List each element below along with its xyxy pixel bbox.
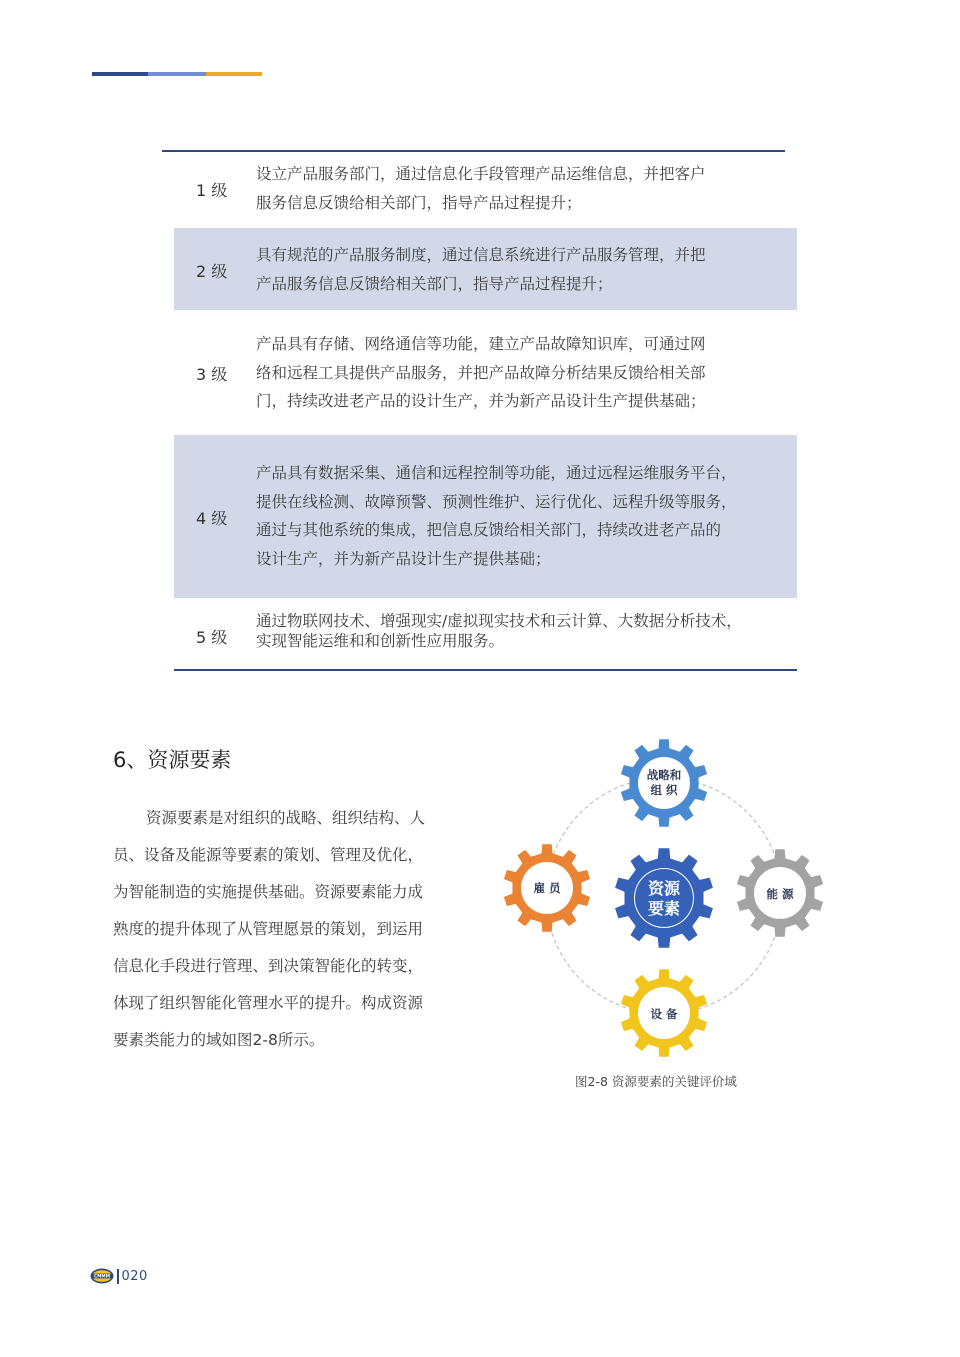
- resource-elements-diagram: [490, 730, 840, 1060]
- gear-label-line1: 战略和: [646, 768, 682, 782]
- gear-hub: [635, 869, 693, 927]
- gear-label-line2: 组 织: [650, 783, 678, 797]
- gear-equipment: [621, 969, 707, 1057]
- gear-label-line1: 资源: [647, 879, 681, 898]
- level-description-line: 产品服务信息反馈给相关部门，指导产品过程提升；: [256, 274, 613, 293]
- level-description-line: 设计生产，并为新产品设计生产提供基础；: [256, 549, 551, 568]
- level-label: 2 级: [196, 262, 228, 281]
- level-row-5: [174, 598, 797, 669]
- gear-center: [615, 848, 713, 947]
- gear-label-line1: 雇 员: [533, 881, 561, 895]
- level-row-4: [174, 435, 797, 598]
- header-accent-bar: [92, 72, 262, 76]
- level-description: [256, 459, 784, 573]
- cmmm-logo-icon: [90, 1268, 114, 1284]
- footer-divider: [117, 1269, 119, 1284]
- paragraph-line: 资源要素是对组织的战略、组织结构、人: [146, 809, 426, 827]
- level-label: 1 级: [196, 181, 228, 200]
- level-label: 5 级: [196, 628, 228, 647]
- level-row-1: [174, 152, 797, 228]
- page-number: 020: [121, 1268, 148, 1284]
- paragraph-line: 为智能制造的实施提供基础。资源要素能力成: [113, 883, 424, 901]
- level-description-line: 通过与其他系统的集成，把信息反馈给相关部门，持续改进老产品的: [256, 521, 722, 539]
- level-label: 4 级: [196, 509, 228, 528]
- level-description-line: 具有规范的产品服务制度，通过信息系统进行产品服务管理，并把: [256, 246, 706, 264]
- level-description-line: 实现智能运维和和创新性应用服务。: [256, 632, 505, 650]
- level-description-line: 络和远程工具提供产品服务，并把产品故障分析结果反馈给相关部: [256, 363, 706, 382]
- level-label: 3 级: [196, 365, 228, 384]
- accent-segment-dark: [92, 72, 148, 76]
- gear-label-line2: 要素: [647, 899, 681, 918]
- section-heading: 6、资源要素: [113, 748, 232, 772]
- level-description-line: 服务信息反馈给相关部门，指导产品过程提升；: [256, 193, 582, 212]
- section-paragraph: [113, 800, 473, 1059]
- level-description-line: 门，持续改进老产品的设计生产，并为新产品设计生产提供基础；: [256, 392, 706, 410]
- gear-strategy: [621, 739, 707, 827]
- gear-label-line1: 能 源: [766, 887, 794, 901]
- level-description: [256, 611, 784, 651]
- level-row-3: [174, 310, 797, 435]
- accent-segment-light: [148, 72, 206, 76]
- figure-caption: 图2-8 资源要素的关键评价域: [575, 1074, 737, 1089]
- level-description-line: 提供在线检测、故障预警、预测性维护、运行优化、远程升级等服务，: [256, 492, 737, 511]
- gear-staff: [504, 844, 590, 932]
- paragraph-line: 熟度的提升体现了从管理愿景的策划，到运用: [113, 920, 424, 938]
- level-description: [256, 330, 784, 416]
- gear-label-line1: 设 备: [650, 1007, 678, 1021]
- level-description-line: 设立产品服务部门，通过信息化手段管理产品运维信息，并把客户: [256, 165, 706, 183]
- page-footer: [90, 1266, 148, 1286]
- gear-energy: [737, 849, 823, 937]
- level-description: [256, 160, 784, 217]
- paragraph-line: 要素类能力的域如图2-8所示。: [113, 1031, 325, 1049]
- level-description-line: 产品具有存储、网络通信等功能，建立产品故障知识库，可通过网: [256, 335, 706, 353]
- paragraph-line: 员、设备及能源等要素的策划、管理及优化，: [113, 846, 424, 864]
- accent-segment-gold: [206, 72, 262, 76]
- level-row-2: [174, 228, 797, 310]
- logo-lettering: CMMM: [94, 1274, 110, 1280]
- level-description-line: 通过物联网技术、增强现实/虚拟现实技术和云计算、大数据分析技术，: [256, 612, 742, 630]
- paragraph-line: 体现了组织智能化管理水平的提升。构成资源: [113, 994, 424, 1012]
- level-description-line: 产品具有数据采集、通信和远程控制等功能，通过远程运维服务平台，: [256, 464, 737, 482]
- table-bottom-rule: [174, 669, 797, 671]
- paragraph-line: 信息化手段进行管理、到决策智能化的转变，: [113, 957, 424, 975]
- level-description: [256, 241, 784, 298]
